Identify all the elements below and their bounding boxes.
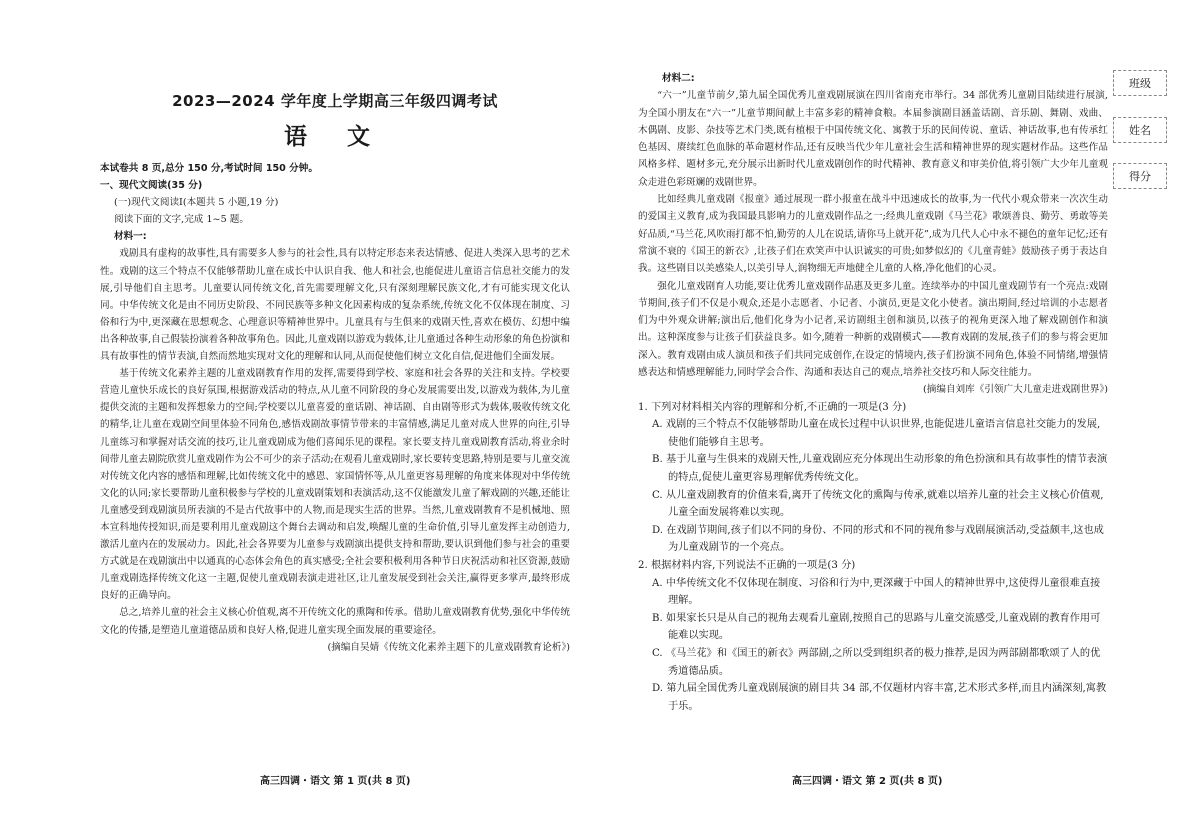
right-column [638, 70, 1108, 715]
page-footer-right: 高三四调・语文 第 2 页(共 8 页) [792, 776, 943, 787]
exam-notice: 本试卷共 8 页,总分 150 分,考试时间 150 分钟。 [100, 163, 318, 174]
page-footer-left: 高三四调・语文 第 1 页(共 8 页) [260, 776, 411, 787]
material2-paragraph: 强化儿童戏剧育人功能,要让优秀儿童戏剧作品惠及更多儿童。连续举办的中国儿童戏剧节有一个亮点:戏剧节期间,孩子们不仅是小观众,还是小志愿者、小记者、小演员,更是文化小使者。演出期间,经过培训的小志愿者们为中外观众讲解;演出后,他们化身为小记者,采访剧组主创和演员,以孩子的视角更深入地了解戏剧创作和演出。这种深度参与让孩子们获益良多。如今,随着一种新的戏剧模式——教育戏剧的发展,孩子们的参与将会更加深入。教育戏剧由成人演员和孩子们共同完成创作,在设定的情境内,孩子们扮演不同角色,体验不同情绪,增强情感表达和情感理解能力,同时学会合作、沟通和表达自己的观点,培养社交技巧和人际交往能力。 [638, 280, 1108, 379]
question-2 [638, 557, 1108, 715]
answer-option: B. 如果家长只是从自己的视角去观看儿童剧,按照自己的思路与儿童交流感受,儿童戏剧的教育作用可能难以实现。 [652, 612, 1101, 642]
question-stem: 1. 下列对材料相关内容的理解和分析,不正确的一项是(3 分) [638, 401, 907, 413]
answer-option: D. 第九届全国优秀儿童戏剧展演的剧目共 34 部,不仅题材内容丰富,艺术形式多样,而且内涵深刻,寓教于乐。 [652, 683, 1107, 712]
score-field-label: 得分 [1113, 163, 1167, 189]
answer-option: C. 从儿童戏剧教育的价值来看,离开了传统文化的熏陶与传承,就难以培养儿童的社会主义核心价值观,儿童全面发展将难以实现。 [652, 489, 1104, 519]
material1-label: 材料一: [114, 231, 147, 243]
answer-option: A. 中华传统文化不仅体现在制度、习俗和行为中,更深藏于中国人的精神世界中,这使得儿童很难直接理解。 [652, 577, 1101, 607]
answer-option: B. 基于儿童与生俱来的戏剧天性,儿童戏剧应充分体现出生动形象的角色扮演和具有故事性的情节表演的特点,促使儿童更容易理解优秀传统文化。 [652, 454, 1108, 484]
section-heading: 一、现代文阅读(35 分) [100, 180, 203, 192]
reading-instruction: 阅读下面的文字,完成 1~5 题。 [114, 214, 249, 226]
material1-source: (摘编自吴婧《传统文化素养主题下的儿童戏剧教育论析》) [327, 641, 570, 653]
answer-option: D. 在戏剧节期间,孩子们以不同的身份、不同的形式和不同的视角参与戏剧展演活动,受益颇丰,这也成为儿童戏剧节的一个亮点。 [652, 524, 1104, 554]
subject-title: 语 文 [283, 124, 386, 150]
answer-option: C. 《马兰花》和《国王的新衣》两部剧,之所以受到组织者的极力推荐,是因为两部剧都歌颂了人的优秀道德品质。 [652, 647, 1101, 677]
question-stem: 2. 根据材料内容,下列说法不正确的一项是(3 分) [638, 559, 856, 571]
material1-paragraph: 基于传统文化素养主题的儿童戏剧教育作用的发挥,需要得到学校、家庭和社会各界的关注和支持。学校要营造儿童快乐成长的良好氛围,根据游戏活动的特点,从儿童不同阶段的身心发展需要出发,以游戏为载体,为儿童提供交流的主题和发挥想象力的空间;学校要以儿童喜爱的童话剧、神话剧、自由剧等形式为载体,吸收传统文化的精华,让儿童在戏剧空间里体验不同角色,感悟戏剧故事情节带来的丰富情感,满足儿童对成人世界的向往,引导儿童练习和掌握对话交流的技巧,让儿童戏剧成为他们喜闻乐见的课程。家长要支持儿童戏剧教育活动,将业余时间带儿童去剧院欣赏儿童戏剧作为公不可少的亲子活动;在观看儿童戏剧时,家长要转变思路,特别是要与儿童交流对传统文化内容的感悟和理解,比如传统文化中的感恩、家国情怀等,从儿童更容易理解的角度来体现对中华传统文化的认同;家长要帮助儿童积极参与学校的儿童戏剧策划和表演活动,这不仅能激发儿童了解戏剧的兴趣,还能让儿童感受到戏剧演员所表演的不是古代故事中的人物,而是现实生活的世界。当然,儿童戏剧教育不是机械地、照本宣科地传授知识,而是要利用儿童戏剧这个舞台去调动和启发,唤醒儿童的生命价值,引导儿童发挥主动创造力,激活儿童内在的发展动力。因此,社会各界要为儿童参与戏剧演出提供支持和帮助,要认识到他们参与社会的重要方式就是在戏剧演出中以通真的心态体会角色的真实感受;全社会要积极利用各种节日庆祝活动和社区资源,鼓励儿童戏剧选择传统文化这一主题,促使儿童戏剧表演走进社区,让儿童发展受到社会关注,赢得更多掌声,最终形成良好的正确导向。 [100, 368, 570, 602]
exam-title: 2023—2024 学年度上学期高三年级四调考试 [172, 92, 498, 110]
name-field-label: 姓名 [1113, 117, 1167, 143]
answer-option: A. 戏剧的三个特点不仅能够帮助儿童在成长过程中认识世界,也能促进儿童语言信息社交能力的发展,使他们能够自主思考。 [652, 419, 1101, 448]
material2-paragraph: 比如经典儿童戏剧《报童》通过展现一群小报童在战斗中迅速成长的故事,为一代代小观众带来一次次生动的爱国主义教育,成为我国最具影响力的儿童戏剧作品之一;经典儿童戏剧《马兰花》歌颂善良、勤劳、勇敢等美好品质,“马兰花,风吹雨打都不怕,勤劳的人儿在说话,请你马上就开花”,成为几代人心中永不褪色的童年记忆;还有常演不衰的《国王的新衣》,让孩子们在欢笑声中认识诚实的可贵;如梦似幻的《儿童青蛙》鼓励孩子勇于表达自我。这些剧目以美感染人,以美引导人,润物细无声地健全儿童的人格,净化他们的心灵。 [638, 194, 1108, 275]
material2-label: 材料二: [662, 73, 695, 84]
material1-paragraph: 总之,培养儿童的社会主义核心价值观,离不开传统文化的熏陶和传承。借助儿童戏剧教育优势,强化中华传统文化的传播,是塑造儿童道德品质和良好人格,促进儿童实现全面发展的重要途径。 [100, 607, 570, 636]
material1-paragraph: 戏剧具有虚构的故事性,具有需要多人参与的社会性,具有以特定形态来表达情感、促进人类深入思考的艺术性。戏剧的这三个特点不仅能够帮助儿童在成长中认识自我、他人和社会,也能促进儿童语言信息社交能力的发展,引导他们自主思考。儿童要认同传统文化,首先需要理解文化,只有深刻理解民族文化,才有可能实现文化认同。中华传统文化是由不同历史阶段、不同民族等多种文化因素构成的复杂系统,传统文化不仅体现在制度、习俗和行为中,更深藏在思想观念、心理意识等精神世界中。儿童具有与生俱来的戏剧天性,喜欢在模仿、幻想中编出各种故事,自己假装扮演着各种故事角色。因此,儿童戏剧以游戏为载体,让儿童通过各种生动形象的角色扮演和具有故事性的情节表演,自然而然地实现对文化的理解和认同,从而促使他们树立文化自信,促进他们全面发展。 [100, 248, 570, 363]
subsection-heading: (一)现代文阅读Ⅰ(本题共 5 小题,19 分) [114, 197, 279, 209]
left-column [100, 160, 570, 656]
material2-paragraph: “六一”儿童节前夕,第九届全国优秀儿童戏剧展演在四川省南充市举行。34 部优秀儿童剧目陆续进行展演,为全国小朋友在“六一”儿童节期间献上丰富多彩的精神食粮。本届参演剧目涵盖话剧、音乐剧、舞剧、戏曲、木偶剧、皮影、杂技等艺术门类,既有植根于中国传统文化、寓教于乐的民间传说、童话、神话故事,也有传承红色基因、赓续红色血脉的革命题材作品,还有反映当代少年儿童社会生活和精神世界的现实题材作品。这些作品风格多样、题材多元,充分展示出新时代儿童戏剧创作的时代精神、教育意义和审美价值,将引领广大少年儿童观众走进色彩斑斓的戏剧世界。 [638, 90, 1108, 188]
material2-source: (摘编自刘库《引领广大儿童走进戏剧世界》) [923, 384, 1108, 396]
class-field-label: 班级 [1113, 70, 1167, 96]
question-1 [638, 399, 1108, 557]
